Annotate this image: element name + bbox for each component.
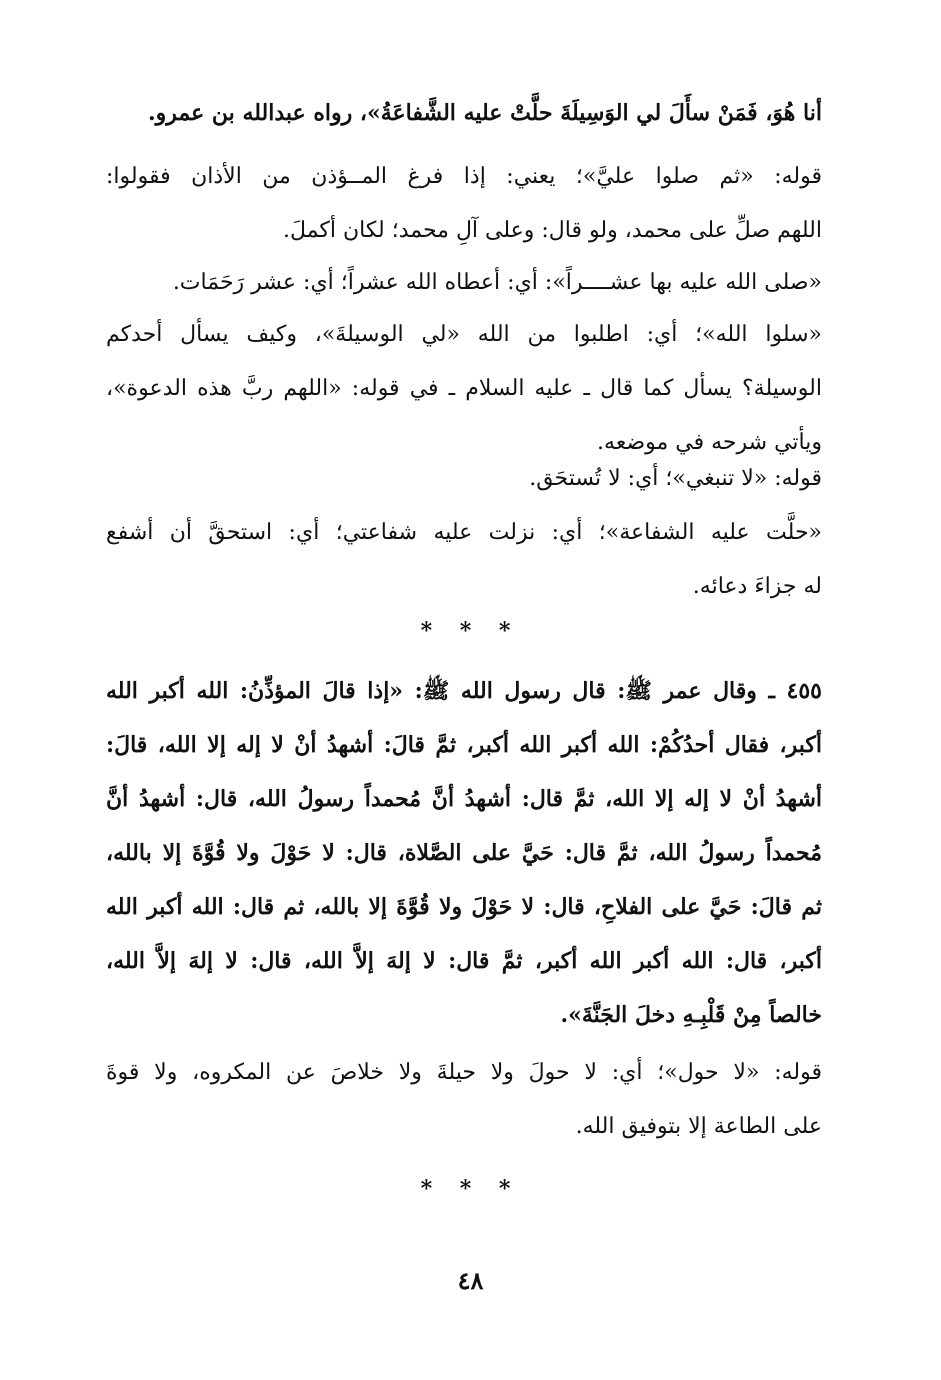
text-line: قوله: «ثم صلوا عليَّ»؛ يعني: إذا فرغ المــؤذن من الأذان فقولوا:: [106, 164, 822, 189]
text-line: مُحمداً رسولُ الله، ثمَّ قال: حَيَّ على الصَّلاة، قال: لا حَوْلَ ولا قُوَّةَ إلا بالله،: [106, 840, 822, 866]
section-separator: * * *: [420, 618, 521, 644]
text-line: أكبر، فقال أحدُكُمْ: الله أكبر الله أكبر، ثمَّ قالَ: أشهدُ أنْ لا إله إلا الله، قالَ:: [106, 732, 822, 758]
text-line: قوله: «لا تنبغي»؛ أي: لا تُستحَق.: [529, 466, 822, 491]
text-line: «سلوا الله»؛ أي: اطلبوا من الله «لي الوسيلةَ»، وكيف يسأل أحدكم: [106, 322, 822, 347]
section-separator: * * *: [420, 1176, 521, 1202]
text-line: ويأتي شرحه في موضعه.: [597, 430, 822, 455]
paragraph-commentary-shafaa: [106, 506, 822, 614]
paragraph-commentary-wasila: [106, 308, 822, 470]
text-line: قوله: «لا حول»؛ أي: لا حولَ ولا حيلةَ ولا خلاصَ عن المكروه، ولا قوةَ: [106, 1060, 822, 1085]
text-line: «صلى الله عليه بها عشــــراً»: أي: أعطاه الله عشراً؛ أي: عشر رَحَمَات.: [172, 270, 822, 295]
text-line: له جزاءَ دعائه.: [692, 574, 822, 599]
paragraph-commentary-tanbaghi: [106, 452, 822, 506]
text-line: ٤٥٥ ـ وقال عمر ﷺ: قال رسول الله ﷺ: «إذا قالَ المؤذِّنُ: الله أكبر الله: [106, 678, 822, 704]
hadith-455: [106, 664, 822, 1042]
paragraph-hadith-ending: [106, 86, 822, 140]
text-line: أشهدُ أنْ لا إله إلا الله، ثمَّ قال: أشهدُ أنَّ مُحمداً رسولُ الله، قال: أشهدُ أنَّ: [106, 786, 822, 812]
text-line: ثم قالَ: حَيَّ على الفلاحِ، قال: لا حَوْلَ ولا قُوَّةَ إلا بالله، ثم قال: الله أكبر الله: [106, 894, 822, 920]
text-line: الوسيلة؟ يسأل كما قال ـ عليه السلام ـ في قوله: «اللهم ربَّ هذه الدعوة»،: [106, 376, 822, 401]
paragraph-commentary-salat: [106, 150, 822, 258]
text-line: أكبر، قال: الله أكبر الله أكبر، ثمَّ قال: لا إلهَ إلاَّ الله، قال: لا إلهَ إلاَّ الله،: [106, 948, 822, 974]
text-line: اللهم صلِّ على محمد، ولو قال: وعلى آلِ محمد؛ لكان أكملَ.: [283, 218, 822, 243]
text-line: خالصاً مِنْ قَلْبِـهِ دخلَ الجَنَّةَ».: [560, 1002, 822, 1028]
text-line: أنا هُوَ، فَمَنْ سأَلَ لي الوَسِيلَةَ حلَّتْ عليه الشَّفاعَةُ»، رواه عبدالله بن عمرو.: [148, 100, 822, 126]
text-line: على الطاعة إلا بتوفيق الله.: [575, 1114, 822, 1139]
paragraph-commentary-hawl: [106, 1046, 822, 1154]
page-number: ٤٨: [457, 1266, 484, 1295]
text-line: «حلَّت عليه الشفاعة»؛ أي: نزلت عليه شفاعتي؛ أي: استحقَّ أن أشفع: [106, 520, 822, 545]
paragraph-commentary-ten: [106, 256, 822, 310]
